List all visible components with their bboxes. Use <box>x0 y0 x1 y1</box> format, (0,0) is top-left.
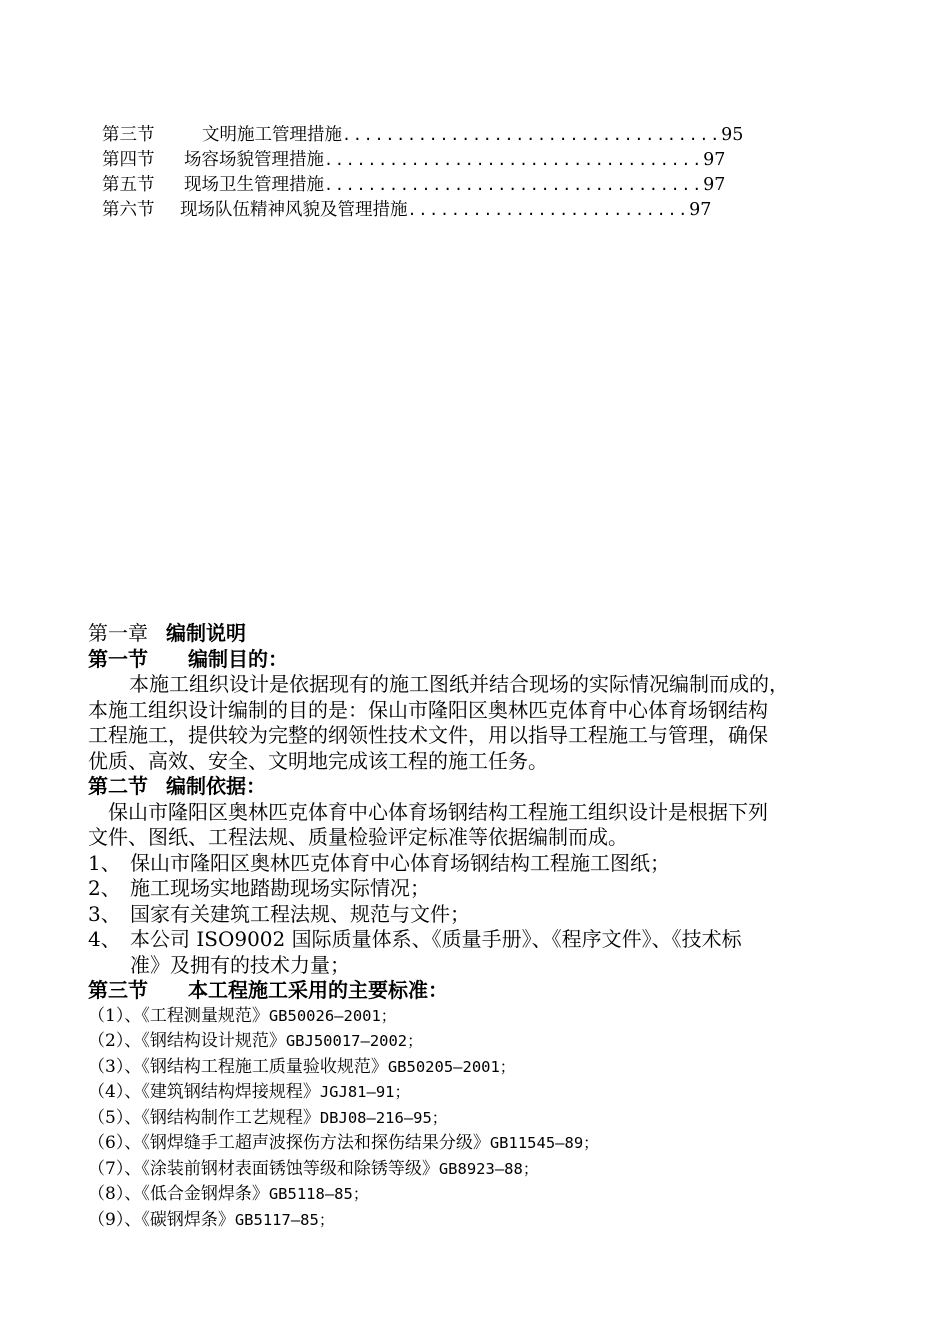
standard-name: 《钢结构设计规范》 <box>141 1031 286 1051</box>
section-label: 第三节 <box>88 978 148 1002</box>
standard-number: （7）、 <box>88 1158 142 1179</box>
standard-item <box>88 1055 878 1081</box>
list-item-number: 4、 <box>88 927 121 951</box>
toc-entry <box>102 148 822 173</box>
toc-entry <box>102 123 822 148</box>
standard-code: GB5117—85； <box>234 1210 335 1229</box>
toc-page-number: 97 <box>703 150 726 170</box>
toc-leader-dots: ................................... <box>324 176 704 194</box>
toc-leader-dots: .......................... <box>407 201 690 219</box>
list-item <box>88 902 878 928</box>
list-item-number: 1、 <box>88 850 121 875</box>
standard-number: （8）、 <box>88 1184 142 1204</box>
chapter-title: 编制说明 <box>166 621 246 645</box>
paragraph-line: 保山市隆阳区奥林匹克体育中心体育场钢结构工程施工组织设计是根据下列 <box>108 799 768 824</box>
standard-name: 《钢焊缝手工超声波探伤方法和探伤结果分级》 <box>141 1133 490 1153</box>
toc-section-label: 第五节 <box>102 175 155 195</box>
standard-code: GB11545—89； <box>489 1134 599 1152</box>
standard-item <box>88 1080 878 1106</box>
list-item-text: 国家有关建筑工程法规、规范与文件； <box>130 901 470 926</box>
standard-name: 《碳钢焊条》 <box>141 1209 235 1230</box>
section-heading <box>88 647 878 673</box>
standard-item <box>88 1157 878 1183</box>
section-title: 本工程施工采用的主要标准： <box>188 978 448 1002</box>
toc-entry <box>102 198 822 223</box>
toc-section-label: 第三节 <box>102 125 155 145</box>
standard-code: GB50205—2001； <box>387 1057 516 1076</box>
standard-name: 《钢结构制作工艺规程》 <box>141 1107 320 1128</box>
standard-number: （9）、 <box>88 1209 142 1230</box>
paragraph-line: 本施工组织设计是依据现有的施工图纸并结合现场的实际情况编制而成的， <box>129 672 789 696</box>
standard-name: 《低合金钢焊条》 <box>141 1184 269 1204</box>
standard-code: GB8923—88； <box>438 1159 539 1178</box>
standard-item <box>88 1131 878 1157</box>
standard-item <box>88 1004 878 1030</box>
standard-number: （1）、 <box>88 1005 142 1026</box>
standard-code: GBJ50017—2002； <box>285 1032 423 1050</box>
list-item-number: 3、 <box>88 901 121 926</box>
list-item-number: 2、 <box>88 876 121 900</box>
list-item-text: 保山市隆阳区奥林匹克体育中心体育场钢结构工程施工图纸； <box>130 850 670 875</box>
paragraph-line: 本施工组织设计编制的目的是：保山市隆阳区奥林匹克体育中心体育场钢结构 <box>88 697 768 722</box>
standard-number: （3）、 <box>88 1056 142 1077</box>
toc-leader-dots: ................................... <box>324 151 704 169</box>
toc-title: 文明施工管理措施 <box>202 125 342 145</box>
list-item <box>88 927 878 953</box>
standard-name: 《工程测量规范》 <box>141 1005 269 1026</box>
table-of-contents <box>102 123 822 223</box>
toc-leader-dots: ................................... <box>342 126 722 144</box>
section-heading <box>88 774 878 800</box>
standard-number: （6）、 <box>88 1133 142 1153</box>
toc-section-label: 第六节 <box>102 200 155 220</box>
section-title: 编制目的： <box>188 646 288 671</box>
section-label: 第一节 <box>88 646 148 671</box>
paragraph-line: 文件、图纸、工程法规、质量检验评定标准等依据编制而成。 <box>88 825 628 849</box>
standard-number: （4）、 <box>88 1082 142 1102</box>
list-item-text: 施工现场实地踏勘现场实际情况； <box>130 876 430 900</box>
section-label: 第二节 <box>88 774 148 798</box>
chapter-label: 第一章 <box>88 621 148 645</box>
chapter-heading <box>88 621 878 647</box>
standard-item <box>88 1208 878 1234</box>
toc-title: 现场队伍精神风貌及管理措施 <box>180 200 408 220</box>
toc-section-label: 第四节 <box>102 150 155 170</box>
list-item-continuation: 准》及拥有的技术力量； <box>130 952 350 977</box>
section-title: 编制依据： <box>166 774 266 798</box>
toc-title: 场容场貌管理措施 <box>184 150 324 170</box>
standard-code: JGJ81—91； <box>319 1083 410 1101</box>
standard-code: DBJ08—216—95； <box>319 1108 448 1127</box>
standard-number: （5）、 <box>88 1107 142 1128</box>
toc-page-number: 97 <box>689 200 712 220</box>
toc-title: 现场卫生管理措施 <box>184 175 324 195</box>
paragraph-line: 工程施工，提供较为完整的纲领性技术文件，用以指导工程施工与管理，确保 <box>88 723 768 747</box>
paragraph-line: 优质、高效、安全、文明地完成该工程的施工任务。 <box>88 748 548 773</box>
toc-entry <box>102 173 822 198</box>
standard-number: （2）、 <box>88 1031 142 1051</box>
standard-item <box>88 1182 878 1208</box>
standard-name: 《涂装前钢材表面锈蚀等级和除锈等级》 <box>141 1158 439 1179</box>
section-heading <box>88 978 878 1004</box>
standard-item <box>88 1106 878 1132</box>
list-item-text: 本公司 ISO9002 国际质量体系、《质量手册》、《程序文件》、《技术标 <box>130 927 742 951</box>
standard-code: GB5118—85； <box>268 1185 369 1203</box>
standard-name: 《建筑钢结构焊接规程》 <box>141 1082 320 1102</box>
list-item <box>88 876 878 902</box>
document-body <box>88 621 878 1233</box>
toc-page-number: 97 <box>703 175 726 195</box>
toc-page-number: 95 <box>721 125 744 145</box>
standard-name: 《钢结构工程施工质量验收规范》 <box>141 1056 388 1077</box>
list-item <box>88 851 878 877</box>
standard-code: GB50026—2001； <box>268 1006 397 1025</box>
standard-item <box>88 1029 878 1055</box>
